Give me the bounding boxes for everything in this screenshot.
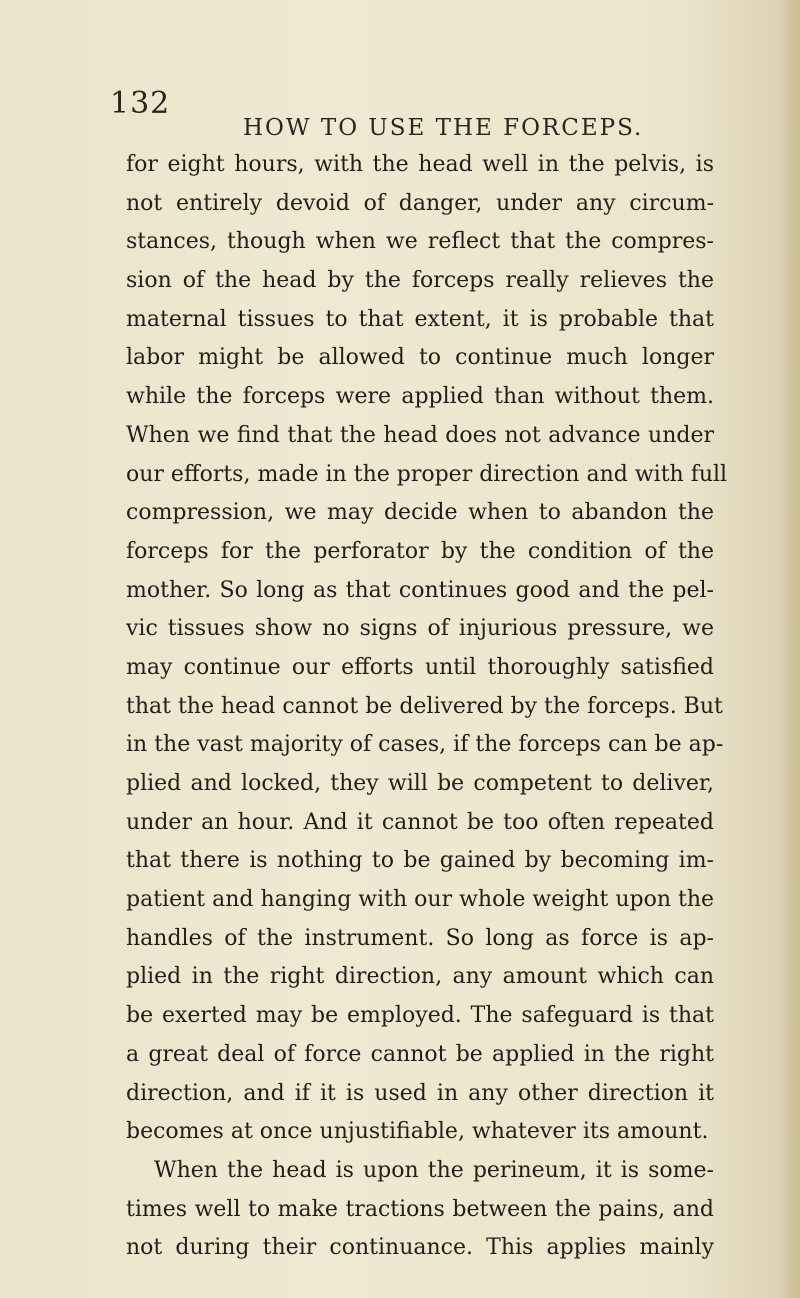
text-line: under an hour. And it cannot be too often repeated: [126, 809, 714, 835]
text-line: while the forceps were applied than without them.: [126, 384, 714, 410]
running-head: HOW TO USE THE FORCEPS.: [243, 115, 644, 141]
text-line: that the head cannot be delivered by the forceps. But: [126, 693, 723, 719]
text-line: compression, we may decide when to abandon the: [126, 500, 714, 526]
text-line: be exerted may be employed. The safeguard is that: [126, 1003, 714, 1029]
page-edge-shadow: [778, 0, 800, 1298]
text-line: becomes at once unjustifiable, whatever its amount.: [126, 1119, 709, 1145]
page-number: 132: [110, 86, 171, 121]
text-line: plied in the right direction, any amount which can: [126, 964, 714, 990]
text-line: our efforts, made in the proper direction and with full: [126, 461, 728, 487]
text-line: When we find that the head does not advance under: [126, 422, 714, 448]
text-line: may continue our efforts until thoroughly satisfied: [126, 654, 714, 680]
text-line: mother. So long as that continues good and the pel-: [126, 577, 714, 603]
text-line-paragraph-start: When the head is upon the perineum, it is some-: [154, 1157, 714, 1183]
text-line: not entirely devoid of danger, under any circum-: [126, 190, 714, 216]
text-line: a great deal of force cannot be applied in the right: [126, 1041, 714, 1067]
body-text: [126, 146, 728, 1268]
text-line: plied and locked, they will be competent to deliver,: [126, 771, 714, 796]
text-line: forceps for the perforator by the condition of the: [126, 538, 714, 564]
text-line: vic tissues show no signs of injurious pressure, we: [126, 616, 714, 642]
text-line: handles of the instrument. So long as force is ap-: [126, 925, 714, 951]
text-line: that there is nothing to be gained by becoming im-: [126, 848, 714, 874]
text-line: for eight hours, with the head well in the pelvis, is: [126, 152, 714, 177]
text-line: stances, though when we reflect that the compres-: [126, 229, 714, 255]
text-line: patient and hanging with our whole weight upon the: [126, 887, 715, 913]
text-line: sion of the head by the forceps really relieves the: [126, 268, 714, 294]
text-line: in the vast majority of cases, if the forceps can be ap-: [126, 732, 724, 758]
text-line: direction, and if it is used in any other direction it: [126, 1080, 714, 1106]
text-line: not during their continuance. This applies mainly: [126, 1235, 714, 1261]
text-line: maternal tissues to that extent, it is probable that: [126, 306, 714, 332]
text-line: labor might be allowed to continue much longer: [126, 345, 714, 371]
text-line: times well to make tractions between the pains, and: [126, 1196, 714, 1222]
